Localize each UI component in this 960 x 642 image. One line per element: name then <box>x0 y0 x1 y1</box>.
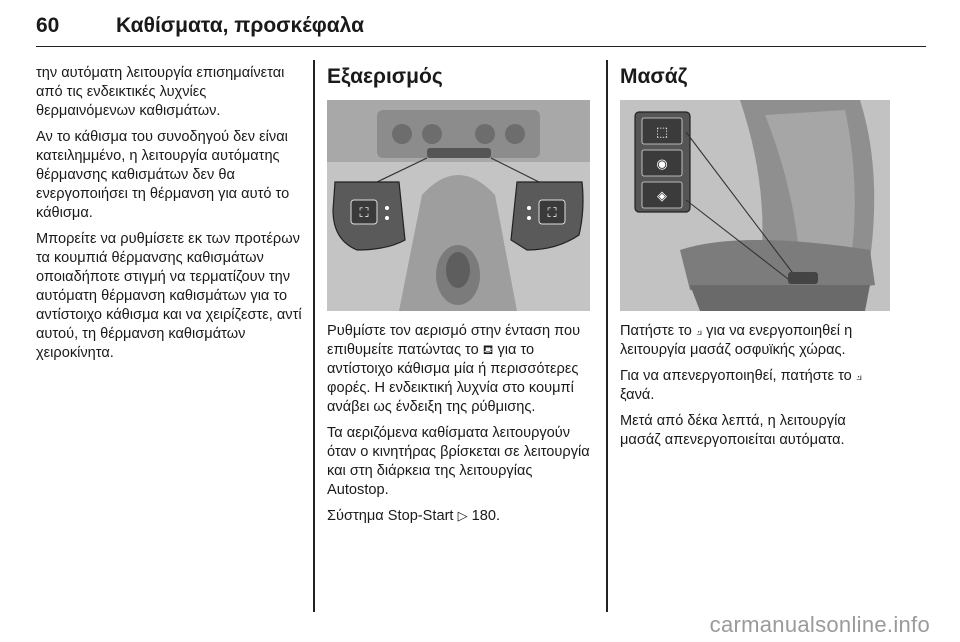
page-header <box>36 12 926 47</box>
page-title: Καθίσματα, προσκέφαλα <box>116 14 364 37</box>
svg-text:⛶: ⛶ <box>547 206 557 221</box>
svg-text:⛶: ⛶ <box>359 206 369 221</box>
paragraph: Αν το κάθισμα του συνοδηγού δεν είναι κατειλημμένο, η λειτουργία αυτόματης θέρμανσης καθισμάτων δεν θα ενεργοποιήσει τη θέρμανση για αυτό το κάθισμα. <box>36 129 290 221</box>
paragraph: Για να απενεργοποιηθεί, πατήστε το ⟓ ξανά. <box>620 368 862 403</box>
section-heading-ventilation: Εξαερισμός <box>327 65 443 88</box>
column-divider <box>606 60 608 612</box>
massage-icon: ⟓ <box>695 324 703 339</box>
column-divider <box>313 60 315 612</box>
paragraph: την αυτόματη λειτουργία επισημαίνεται από τις ενδεικτικές λυχνίες θερμαινόμενων καθισμάτων. <box>36 65 285 119</box>
svg-text:◉: ◉ <box>656 157 668 172</box>
paragraph: Ρυθμίστε τον αερισμό στην ένταση που επιθυμείτε πατώντας το ⛾ για το αντίστοιχο κάθισμα μία ή περισσότερες φορές. Η ενδεικτική λυχνία στο κουμπί ανάβει ως ένδειξη της ρύθμισης. <box>327 323 581 415</box>
paragraph: Μετά από δέκα λεπτά, η λειτουργία μασάζ απενεργοποιείται αυτόματα. <box>620 413 846 448</box>
column-1 <box>36 64 302 370</box>
paragraph: Τα αεριζόμενα καθίσματα λειτουργούν όταν ο κινητήρας βρίσκεται σε λειτουργία και στη διάρκεια της λειτουργίας Autostop. <box>327 425 590 498</box>
ventilation-figure-svg <box>327 100 590 311</box>
watermark: carmanualsonline.info <box>709 612 930 637</box>
page-number: 60 <box>36 14 60 37</box>
reference-arrow-icon: ▷ <box>457 509 468 524</box>
massage-seat-illustration <box>620 100 890 311</box>
paragraph: Σύστημα Stop-Start ▷ 180. <box>327 508 501 524</box>
paragraph: Πατήστε το ⟓ για να ενεργοποιηθεί η λειτουργία μασάζ οσφυϊκής χώρας. <box>620 323 853 358</box>
page-reference[interactable]: 180. <box>471 508 501 524</box>
seat-vent-icon: ⛾ <box>482 343 494 358</box>
paragraph: Μπορείτε να ρυθμίσετε εκ των προτέρων τα κουμπιά θέρμανσης καθισμάτων οποιαδήποτε στιγμή να τερματίζουν την αυτόματη θέρμανση καθισμάτων για το αντίστοιχο κάθισμα και να χειρίζεστε, αντί αυτού, τη θέρμανση καθισμάτων χειροκίνητα. <box>36 231 302 361</box>
svg-text:⬚: ⬚ <box>655 125 669 140</box>
svg-text:◈: ◈ <box>657 189 667 204</box>
massage-figure-svg <box>620 100 890 311</box>
section-heading-massage: Μασάζ <box>620 65 688 88</box>
massage-icon: ⟓ <box>855 369 862 384</box>
ventilation-illustration <box>327 100 590 311</box>
